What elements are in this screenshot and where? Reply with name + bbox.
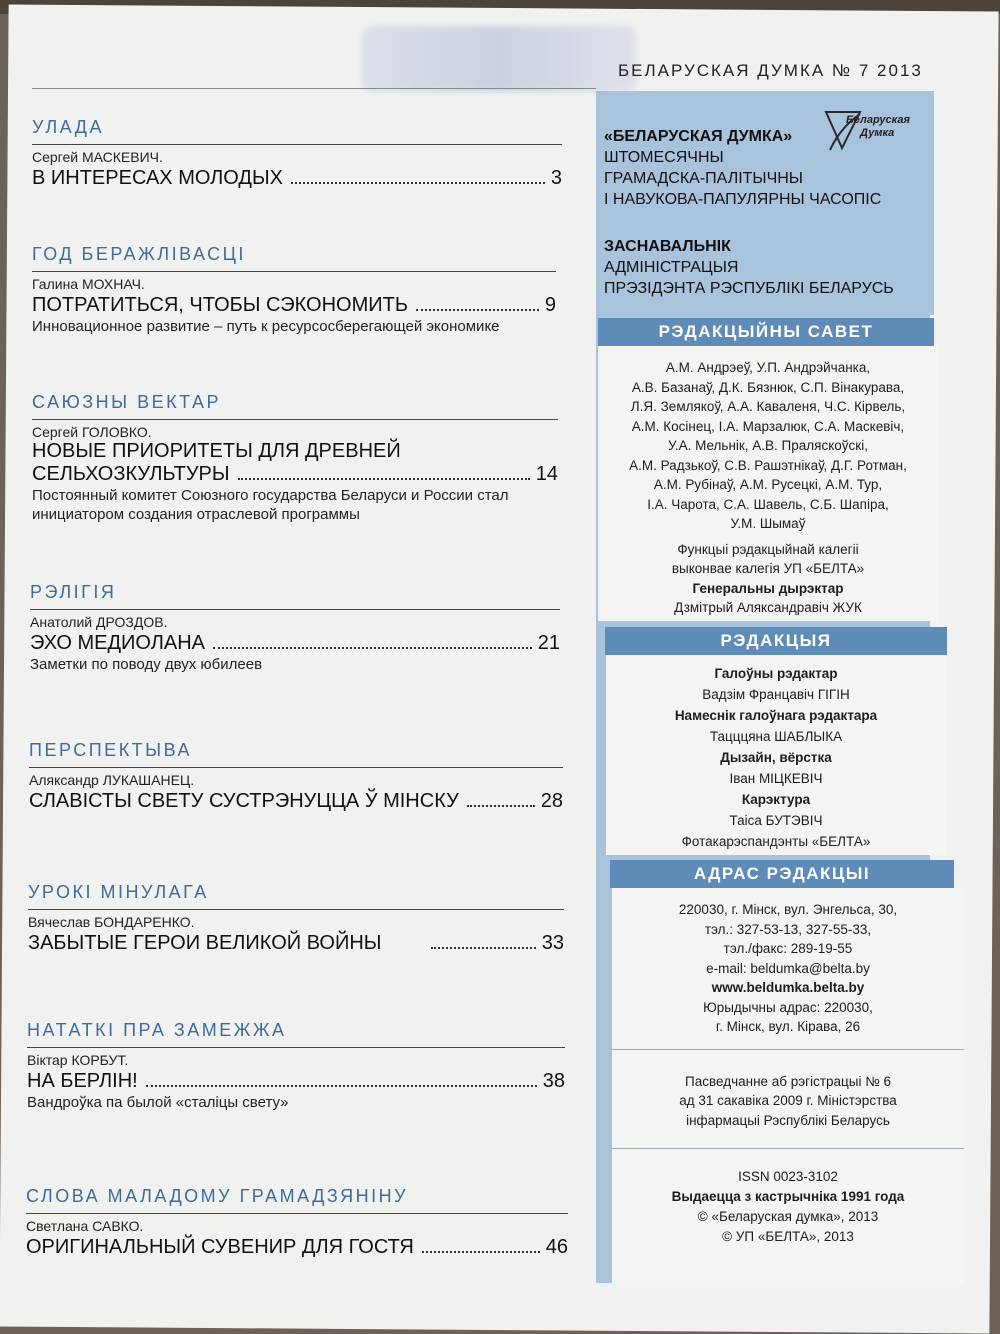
divider [30, 609, 560, 610]
blurred-label [362, 26, 637, 92]
masthead-desc-line: ГРАМАДСКА-ПАЛІТЫЧНЫ [604, 170, 803, 187]
divider [29, 767, 563, 768]
author: Сергей МАСКЕВИЧ. [32, 149, 163, 165]
author: Вячеслав БОНДАРЕНКО. [28, 914, 195, 930]
address-line: 220030, г. Мінск, вул. Энгельса, 30, [678, 902, 898, 917]
toc-entry [30, 582, 560, 674]
toc-entry [32, 117, 562, 190]
toc-entry [27, 1020, 565, 1112]
leader-dots [238, 478, 530, 480]
legal-address-line: Юрыдычны адрас: 220030, [703, 999, 873, 1015]
functions-line: выконвае калегія УП «БЕЛТА» [671, 561, 865, 576]
page-number: 9 [544, 294, 556, 316]
author: Віктар КОРБУТ. [27, 1052, 129, 1068]
article-title: НОВЫЕ ПРИОРИТЕТЫ ДЛЯ ДРЕВНЕЙ [32, 440, 401, 462]
legal-address-line: г. Мінск, вул. Кірава, 26 [715, 1019, 861, 1034]
director-label: Генеральны дырэктар [692, 580, 844, 596]
leader-dots [431, 947, 535, 949]
functions-line: Функцыі рэдакцыйнай калегіі [677, 541, 859, 557]
member-line: А.В. Базанаў, Д.К. Бязнюк, С.П. Вінакурава, [631, 379, 905, 395]
category-label: УРОКІ МІНУЛАГА [28, 882, 209, 902]
member-line: А.М. Андрэеў, У.П. Андрэйчанка, [665, 360, 871, 375]
page-number: 38 [542, 1070, 565, 1092]
copyright-line: © «Беларуская думка», 2013 [697, 1209, 879, 1224]
member-line: У.М. Шымаў [730, 516, 806, 531]
director-name: Дзмітрый Аляксандравіч ЖУК [674, 600, 862, 615]
article-title: СЛАВІСТЫ СВЕТУ СУСТРЭНУЦЦА Ў МІНСКУ [29, 790, 459, 812]
article-title: В ИНТЕРЕСАХ МОЛОДЫХ [32, 167, 284, 189]
author: Аляксандр ЛУКАШАНЕЦ. [29, 772, 195, 788]
leader-dots [146, 1085, 537, 1087]
email-link[interactable]: e-mail: beldumka@belta.by [706, 960, 870, 976]
registration-line: ад 31 сакавіка 2009 г. Міністэрства [679, 1093, 897, 1108]
registration-line: Пасведчанне аб рэгістрацыі № 6 [685, 1073, 891, 1089]
logo-text: Беларуская [846, 114, 910, 126]
founder-line: АДМІНІСТРАЦЫЯ [604, 259, 739, 276]
founder-label: ЗАСНАВАЛЬНІК [604, 238, 731, 255]
article-title-cont: СЕЛЬХОЗКУЛЬТУРЫ [32, 463, 230, 485]
address-heading: АДРАС РЭДАКЦЫІ [610, 860, 954, 888]
address-line: тэл.: 327-53-13, 327-55-33, [704, 921, 872, 937]
published-since: Выдаецца з кастрычніка 1991 года [671, 1189, 905, 1204]
toc-entry [29, 740, 563, 813]
staff-role: Намеснік галоўнага рэдактара [674, 708, 878, 723]
staff-role: Карэктура [741, 792, 811, 807]
council-heading: РЭДАКЦЫЙНЫ САВЕТ [598, 318, 934, 346]
staff-role: Галоўны рэдактар [714, 666, 838, 681]
page-number: 14 [535, 463, 558, 485]
council-box [598, 346, 938, 621]
copyright-line: © УП «БЕЛТА», 2013 [722, 1229, 854, 1244]
toc-entry [32, 244, 556, 336]
website-link[interactable]: www.beldumka.belta.by [711, 980, 865, 995]
article-title: ПОТРАТИТЬСЯ, ЧТОБЫ СЭКОНОМИТЬ [32, 294, 408, 316]
author: Анатолий ДРОЗДОВ. [30, 614, 168, 630]
category-label: ПЕРСПЕКТЫВА [29, 740, 193, 760]
issue-header: БЕЛАРУСКАЯ ДУМКА № 7 2013 [618, 61, 923, 80]
top-rule [32, 88, 596, 89]
address-box [612, 888, 964, 1283]
leader-dots [416, 309, 539, 311]
editorial-heading: РЭДАКЦЫЯ [605, 627, 947, 655]
category-label: ГОД БЕРАЖЛІВАСЦІ [32, 244, 246, 264]
member-line: А.М. Косінец, І.А. Марзалюк, С.А. Маскевіч, [631, 418, 905, 434]
divider [28, 909, 564, 910]
divider [32, 419, 558, 420]
registration-line: інфармацыі Рэспублікі Беларусь [686, 1112, 890, 1128]
page-number: 33 [541, 932, 564, 954]
functions-note [598, 540, 938, 618]
page-number: 46 [545, 1236, 568, 1258]
author: Светлана САВКО. [26, 1218, 144, 1234]
leader-dots [422, 1251, 540, 1253]
article-subtitle: Постоянный комитет Союзного государства Беларуси и России стал инициатором создания отраслевой программы [32, 487, 509, 523]
article-link[interactable] [26, 1236, 568, 1259]
member-line: А.М. Рубінаў, А.М. Русецкі, А.М. Тур, [653, 477, 883, 492]
article-link[interactable] [28, 932, 564, 955]
member-line: І.А. Чарота, С.А. Шавель, С.Б. Шапіра, [647, 496, 889, 512]
logo-text: Думка [860, 127, 895, 139]
category-label: СЛОВА МАЛАДОМУ ГРАМАДЗЯНІНУ [26, 1186, 409, 1206]
article-link[interactable] [32, 167, 562, 190]
page-number: 3 [550, 167, 562, 189]
article-link[interactable] [27, 1070, 565, 1093]
category-label: НАТАТКІ ПРА ЗАМЕЖЖА [27, 1020, 287, 1040]
masthead-desc-line: І НАВУКОВА-ПАПУЛЯРНЫ ЧАСОПІС [604, 191, 882, 208]
address-line: тэл./факс: 289-19-55 [723, 941, 853, 956]
issn: ISSN 0023-3102 [738, 1169, 838, 1184]
address-block [612, 900, 964, 1037]
leader-dots [291, 182, 545, 184]
article-subtitle: Заметки по поводу двух юбилеев [30, 656, 263, 673]
article-title: ОРИГИНАЛЬНЫЙ СУВЕНИР ДЛЯ ГОСТЯ [26, 1236, 414, 1258]
staff-name: Вадзім Францавіч ГІГІН [702, 687, 850, 702]
leader-dots [467, 805, 535, 807]
article-link[interactable] [32, 294, 556, 317]
article-subtitle: Вандроўка па былой «сталіцы свету» [27, 1094, 289, 1111]
staff-name: Тацццяна ШАБЛЫКА [709, 729, 843, 744]
article-link[interactable] [32, 463, 558, 486]
article-subtitle: Инновационное развитие – путь к ресурсосберегающей экономике [32, 318, 500, 335]
category-label: УЛАДА [32, 117, 104, 137]
page-number: 28 [540, 790, 563, 812]
article-link[interactable] [30, 632, 560, 655]
category-label: РЭЛІГІЯ [30, 582, 117, 602]
article-title: ЗАБЫТЫЕ ГЕРОИ ВЕЛИКОЙ ВОЙНЫ [28, 932, 382, 954]
article-link[interactable] [29, 790, 563, 813]
member-line: Л.Я. Землякоў, А.А. Каваленя, Ч.С. Кірвель, [630, 399, 906, 414]
author: Галина МОХНАЧ. [32, 276, 145, 292]
leader-dots [213, 647, 532, 649]
editorial-staff [606, 663, 946, 852]
divider [27, 1047, 565, 1048]
category-label: САЮЗНЫ ВЕКТАР [32, 392, 222, 412]
editorial-box [606, 655, 946, 855]
member-line: А.М. Радзькоў, С.В. Рашэтнікаў, Д.Г. Ротман, [629, 457, 907, 473]
staff-name: Фотакарэспандэнты «БЕЛТА» [681, 834, 871, 849]
staff-name: Іван МІЦКЕВІЧ [729, 771, 823, 786]
council-members [598, 358, 938, 534]
divider [32, 271, 556, 272]
staff-name: Таіса БУТЭВІЧ [729, 813, 823, 828]
staff-role: Дызайн, вёрстка [720, 750, 832, 765]
toc-entry [28, 882, 564, 955]
article-title: ЭХО МЕДИОЛАНА [30, 632, 205, 654]
registration-block [612, 1072, 964, 1131]
magazine-name: «БЕЛАРУСКАЯ ДУМКА» [604, 128, 793, 145]
publication-info [612, 1167, 964, 1247]
divider [26, 1213, 568, 1214]
toc-entry [32, 392, 558, 524]
author: Сергей ГОЛОВКО. [32, 424, 152, 440]
masthead-desc-line: ШТОМЕСЯЧНЫ [604, 149, 724, 166]
founder-line: ПРЭЗІДЭНТА РЭСПУБЛІКІ БЕЛАРУСЬ [604, 280, 894, 297]
toc-entry [26, 1186, 568, 1259]
divider [32, 144, 562, 145]
member-line: У.А. Мельнік, А.В. Праляскоўскі, [668, 438, 868, 453]
page-number: 21 [537, 632, 560, 654]
article-title: НА БЕРЛІН! [27, 1070, 138, 1092]
magazine-logo [820, 108, 910, 156]
